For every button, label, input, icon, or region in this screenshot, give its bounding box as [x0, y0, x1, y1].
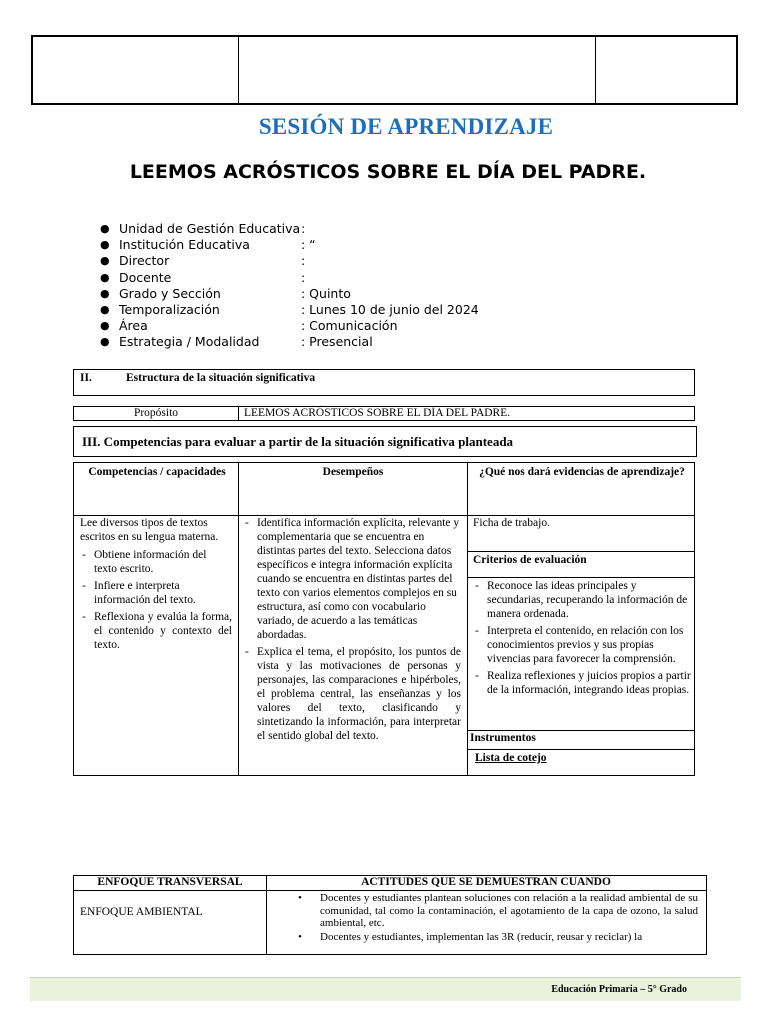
info-label: Unidad de Gestión Educativa	[119, 221, 301, 236]
capacidad-item: - Obtiene información del texto escrito.	[80, 548, 232, 576]
competencia-text: Lee diversos tipos de textos escritos en su lengua materna.	[80, 517, 219, 543]
bullet-icon: ●	[100, 319, 110, 333]
info-label: Temporalización	[119, 301, 220, 317]
col-header-evidencias: ¿Qué nos dará evidencias de aprendizaje?	[479, 466, 685, 478]
info-value: :	[301, 253, 306, 269]
info-item	[100, 302, 600, 318]
table-divider	[74, 890, 706, 891]
info-label: Grado y Sección	[119, 285, 221, 301]
table-divider	[467, 749, 694, 750]
info-item	[100, 286, 600, 302]
actitudes-list	[296, 892, 698, 944]
bullet-icon: ●	[100, 222, 110, 235]
section-iii-title: III. Competencias para evaluar a partir de la situación significativa planteada	[73, 426, 697, 457]
competencias-cell	[80, 516, 232, 652]
criterios-label: Criterios de evaluación	[473, 554, 587, 566]
info-item	[100, 318, 600, 334]
enfoque-header: ENFOQUE TRANSVERSAL	[97, 876, 243, 888]
info-item	[100, 334, 600, 350]
criterio-item: - Realiza reflexiones y juicios propios a partir de la información, integrando ideas propias.	[473, 669, 691, 697]
desempeno-item: - Identifica información explícita, relevante y complementaria que se encuentra en distintas partes del texto. Selecciona datos específicos e integra información explícita cuando se encuentra en distintas partes del texto con varios elementos complejos en su estructura, así como con vocabulario variado, de acuerdo a las temáticas abordadas.	[243, 516, 461, 642]
table-divider	[238, 463, 239, 775]
info-item	[100, 221, 600, 237]
actitudes-header: ACTITUDES QUE SE DEMUESTRAN CUANDO	[361, 876, 611, 888]
info-value: :	[301, 221, 306, 236]
info-item	[100, 253, 600, 269]
bullet-icon: ●	[100, 302, 110, 316]
proposito-value: LEEMOS ACRÓSTICOS SOBRE EL DÍA DEL PADRE.	[244, 407, 511, 419]
info-item	[100, 237, 600, 253]
criterio-item: - Reconoce las ideas principales y secundarias, recuperando la información de manera ordenada.	[473, 579, 691, 621]
info-item	[100, 270, 600, 286]
table-divider	[467, 551, 694, 552]
bullet-icon: ●	[100, 335, 110, 349]
bullet-icon: ●	[100, 238, 110, 252]
criterios-list	[473, 579, 691, 697]
actitud-item: • Docentes y estudiantes plantean soluciones con relación a la realidad ambiental de su comunidad, tal como la contaminación, el agotamiento de la capa de ozono, la salud ambiental, etc.	[296, 892, 698, 930]
instrumentos-label: Instrumentos	[470, 732, 536, 744]
session-title: LEEMOS ACRÓSTICOS SOBRE EL DÍA DEL PADRE.	[129, 161, 647, 183]
criterios-cell	[473, 579, 691, 697]
info-value: :	[301, 269, 306, 285]
bullet-icon: ●	[100, 270, 110, 284]
capacidades-list	[80, 548, 232, 652]
header-cell-right	[596, 37, 736, 103]
info-label: Director	[119, 253, 170, 269]
section-ii-number: II.	[80, 372, 92, 384]
col-header-competencias: Competencias / capacidades	[88, 466, 226, 478]
desempeno-item: - Explica el tema, el propósito, los puntos de vista y las motivaciones de personas y personajes, las comparaciones e hipérboles, el problema central, las enseñanzas y los valores del texto, clasificando y sintetizando la información, para interpretar el sentido global del texto.	[243, 645, 461, 743]
criterio-item: - Interpreta el contenido, en relación con los conocimientos previos y sus propias vivencias para favorecer la comprensión.	[473, 624, 691, 666]
footer-text: Educación Primaria – 5° Grado	[551, 984, 687, 995]
enfoque-name: ENFOQUE AMBIENTAL	[80, 906, 203, 918]
info-value: : Lunes 10 de junio del 2024	[301, 301, 479, 317]
info-value: : Comunicación	[301, 318, 398, 334]
desempenos-list	[243, 516, 461, 743]
capacidad-item: - Infiere e interpreta información del texto.	[80, 579, 232, 607]
bullet-icon: ●	[100, 254, 110, 268]
evidencia-text: Ficha de trabajo.	[473, 517, 550, 529]
info-label: Institución Educativa	[119, 237, 250, 253]
instrumento-value: Lista de cotejo	[475, 752, 547, 764]
section-ii-box	[73, 369, 695, 396]
table-divider	[467, 463, 468, 775]
header-cell-center	[239, 37, 596, 103]
bullet-icon: ●	[100, 286, 110, 300]
section-ii-title: Estructura de la situación significativa	[126, 372, 316, 384]
desempenos-cell	[243, 516, 461, 743]
proposito-label: Propósito	[74, 407, 239, 420]
table-divider	[467, 577, 694, 578]
session-info-list	[100, 221, 600, 351]
page-title: SESIÓN DE APRENDIZAJE	[258, 114, 554, 139]
capacidad-item: - Reflexiona y evalúa la forma, el contenido y contexto del texto.	[80, 610, 232, 652]
enfoque-table	[73, 875, 707, 955]
header-logo-table	[31, 35, 738, 105]
info-label: Docente	[119, 269, 172, 285]
col-header-desempenos: Desempeños	[322, 466, 384, 478]
info-value: : Quinto	[301, 285, 351, 301]
info-label: Estrategia / Modalidad	[119, 334, 260, 350]
actitud-item: • Docentes y estudiantes, implementan las 3R (reducir, reusar y reciclar) la	[296, 931, 698, 944]
info-value: : Presencial	[301, 334, 373, 350]
info-label: Área	[119, 318, 148, 334]
competencias-table	[73, 462, 695, 776]
proposito-row	[73, 406, 695, 421]
page-footer	[30, 977, 741, 1001]
info-value: : “	[301, 237, 316, 253]
header-cell-left	[33, 37, 239, 103]
